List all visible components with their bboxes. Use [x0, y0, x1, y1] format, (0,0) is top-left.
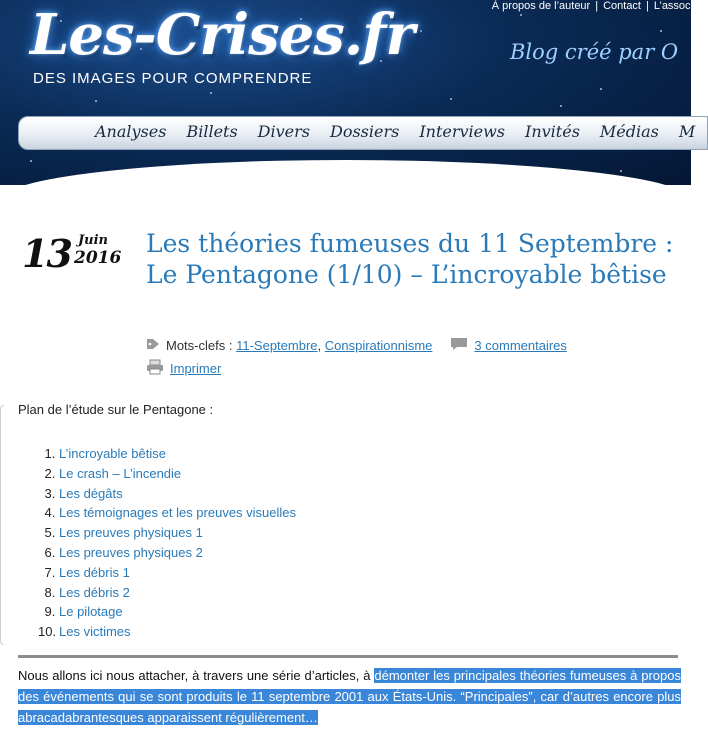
post-date-day: 13: [22, 231, 71, 276]
tag-link-conspirationnisme[interactable]: Conspirationnisme: [324, 337, 433, 353]
nav-item-interviews[interactable]: Interviews: [419, 122, 506, 141]
list-item: 10. Les victimes: [38, 622, 438, 642]
post-date-month: Juin: [78, 233, 108, 248]
post-title[interactable]: Les théories fumeuses du 11 Septembre : Le Pentagone (1/10) – L’incroyable bêtise: [146, 229, 674, 289]
post-content: [0, 185, 691, 735]
comment-icon: [450, 337, 468, 354]
plan-link-9[interactable]: Le pilotage: [59, 604, 123, 620]
site-header: [0, 0, 696, 195]
tags-label: Mots-clefs :: [166, 337, 233, 353]
nav-item-invites[interactable]: Invités: [525, 122, 580, 141]
blog-author-banner: Blog créé par O: [510, 40, 679, 64]
list-item: 4. Les témoignages et les preuves visuelles: [38, 503, 438, 523]
main-nav: [18, 116, 708, 150]
nav-item-analyses[interactable]: Analyses: [95, 122, 167, 141]
list-item: 6. Les preuves physiques 2: [38, 543, 438, 563]
post-date-year: 2016: [74, 248, 122, 268]
section-divider: [18, 655, 678, 658]
plan-link-1[interactable]: L’incroyable bêtise: [59, 446, 166, 461]
study-plan-list: [38, 444, 438, 642]
plan-link-2[interactable]: Le crash – L’incendie: [59, 465, 182, 481]
tag-icon: [146, 338, 160, 353]
left-scroll-edge: [0, 405, 4, 645]
top-links: À propos de l’auteur | Contact | L’associ: [491, 0, 693, 12]
plan-link-3[interactable]: Les dégâts: [59, 485, 123, 501]
nav-item-divers[interactable]: Divers: [257, 122, 310, 141]
top-link-contact[interactable]: Contact: [603, 0, 641, 12]
site-logo[interactable]: Les-Crises.fr: [30, 2, 414, 68]
list-item: 7. Les débris 1: [38, 563, 438, 583]
selected-text[interactable]: démonter les principales théories fumeuses à propos des événements qui se sont produits le 11 septembre 2001 aux États-Unis. “Principales”, car d’autres encore plus abracadabrantesques apparaissent régulièrement…: [18, 668, 681, 725]
top-link-about[interactable]: À propos de l’auteur: [491, 0, 591, 12]
tag-link-11-septembre[interactable]: 11-Septembre: [236, 337, 318, 353]
site-tagline: DES IMAGES POUR COMPRENDRE: [33, 70, 313, 87]
intro-paragraph[interactable]: [18, 665, 681, 728]
nav-item-more[interactable]: M: [678, 122, 696, 141]
list-item: 2. Le crash – L’incendie: [38, 464, 438, 484]
intro-text: Nous allons ici nous attacher, à travers une série d’articles, à: [18, 668, 375, 683]
plan-link-8[interactable]: Les débris 2: [59, 584, 130, 600]
nav-item-dossiers[interactable]: Dossiers: [329, 122, 400, 141]
list-item: 9. Le pilotage: [38, 602, 438, 622]
list-item: 5. Les preuves physiques 1: [38, 523, 438, 543]
list-item: 3. Les dégâts: [38, 484, 438, 504]
print-link[interactable]: Imprimer: [170, 360, 222, 376]
list-item: 8. Les débris 2: [38, 583, 438, 603]
nav-item-medias[interactable]: Médias: [599, 122, 659, 141]
plan-link-10[interactable]: Les victimes: [59, 624, 131, 640]
plan-link-7[interactable]: Les débris 1: [59, 564, 130, 580]
list-item: 1. L’incroyable bêtise: [38, 444, 438, 464]
comments-link[interactable]: 3 commentaires: [474, 337, 567, 353]
plan-link-5[interactable]: Les preuves physiques 1: [59, 525, 203, 541]
post-meta: Mots-clefs : 11-Septembre , Conspirationnisme 3 commentaires Imprimer: [146, 335, 686, 378]
plan-link-4[interactable]: Les témoignages et les preuves visuelles: [59, 505, 297, 521]
printer-icon: [146, 359, 164, 378]
plan-intro: Plan de l’étude sur le Pentagone :: [18, 402, 214, 417]
plan-link-6[interactable]: Les preuves physiques 2: [59, 544, 203, 560]
nav-item-billets[interactable]: Billets: [186, 122, 238, 141]
post-date: [22, 231, 122, 281]
top-link-association[interactable]: L’associ: [653, 0, 693, 12]
